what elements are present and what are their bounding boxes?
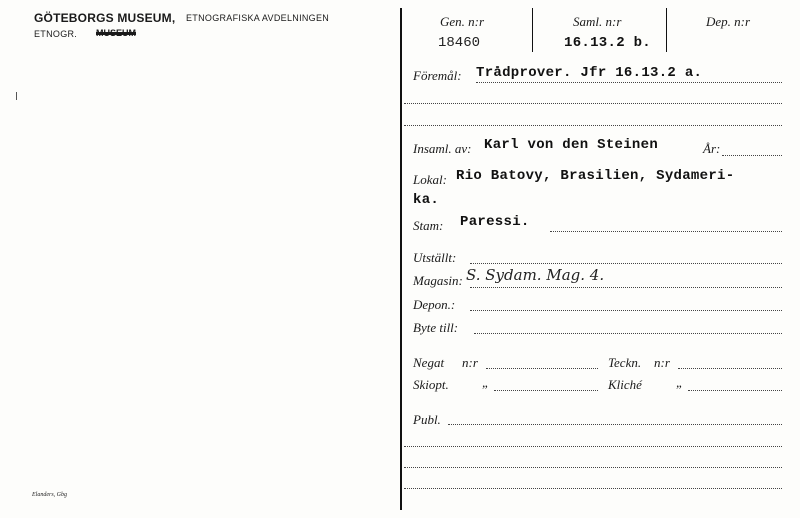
dep-label: Dep. n:r [706, 14, 751, 29]
stam-line [550, 231, 782, 232]
skiopt-ditto: „ [482, 375, 490, 390]
header-divider-2 [666, 8, 667, 52]
struck-word: MUSEUM [96, 28, 136, 38]
printer-mark: Elanders, Gbg [32, 492, 67, 498]
foremal-line [476, 82, 782, 83]
byte-label: Byte till: [413, 320, 459, 335]
publ-line-3 [404, 467, 782, 468]
utstallt-line [470, 263, 782, 264]
museum-name: GÖTEBORGS MUSEUM, [34, 11, 176, 25]
teckn-line [678, 368, 782, 369]
magasin-line [470, 287, 782, 288]
negat-line [486, 368, 598, 369]
lokal-value-2: ka. [413, 192, 440, 208]
negat-nr: n:r [462, 355, 478, 370]
teckn-nr: n:r [654, 355, 670, 370]
lokal-label: Lokal: [413, 172, 447, 187]
foremal-value: Trådprover. Jfr 16.13.2 a. [476, 65, 703, 81]
magasin-label: Magasin: [413, 273, 463, 288]
lokal-value-1: Rio Batovy, Brasilien, Sydameri- [456, 168, 735, 184]
stam-label: Stam: [413, 218, 444, 233]
insaml-value: Karl von den Steinen [484, 137, 659, 153]
publ-line-4 [404, 488, 782, 489]
magasin-value: S. Sydam. Mag. 4. [466, 266, 605, 284]
header-divider-1 [532, 8, 533, 52]
department-name: ETNOGRAFISKA AVDELNINGEN [186, 13, 330, 23]
ar-line [722, 155, 782, 156]
foremal-line-2 [404, 103, 782, 104]
foremal-label: Föremål: [413, 68, 462, 83]
depon-label: Depon.: [413, 297, 456, 312]
kliche-line [688, 390, 782, 391]
depon-line [470, 310, 782, 311]
kliche-ditto: „ [676, 375, 684, 390]
form-left-border [400, 8, 402, 510]
etnogr-label: ETNOGR. [34, 29, 78, 39]
teckn-label: Teckn. [608, 355, 642, 370]
saml-value: 16.13.2 b. [564, 35, 652, 51]
stam-value: Paressi. [460, 214, 530, 230]
publ-line-2 [404, 446, 782, 447]
kliche-label: Kliché [608, 377, 642, 392]
saml-label: Saml. n:r [573, 14, 622, 29]
paper-mark [16, 92, 17, 100]
gen-label: Gen. n:r [440, 14, 485, 29]
negat-label: Negat [413, 355, 445, 370]
publ-line [448, 424, 782, 425]
skiopt-line [494, 390, 598, 391]
insaml-label: Insaml. av: [413, 141, 472, 156]
byte-line [474, 333, 782, 334]
ar-label: År: [703, 141, 721, 156]
foremal-line-3 [404, 125, 782, 126]
publ-label: Publ. [413, 412, 441, 427]
skiopt-label: Skiopt. [413, 377, 449, 392]
gen-value: 18460 [438, 35, 481, 51]
utstallt-label: Utställt: [413, 250, 457, 265]
